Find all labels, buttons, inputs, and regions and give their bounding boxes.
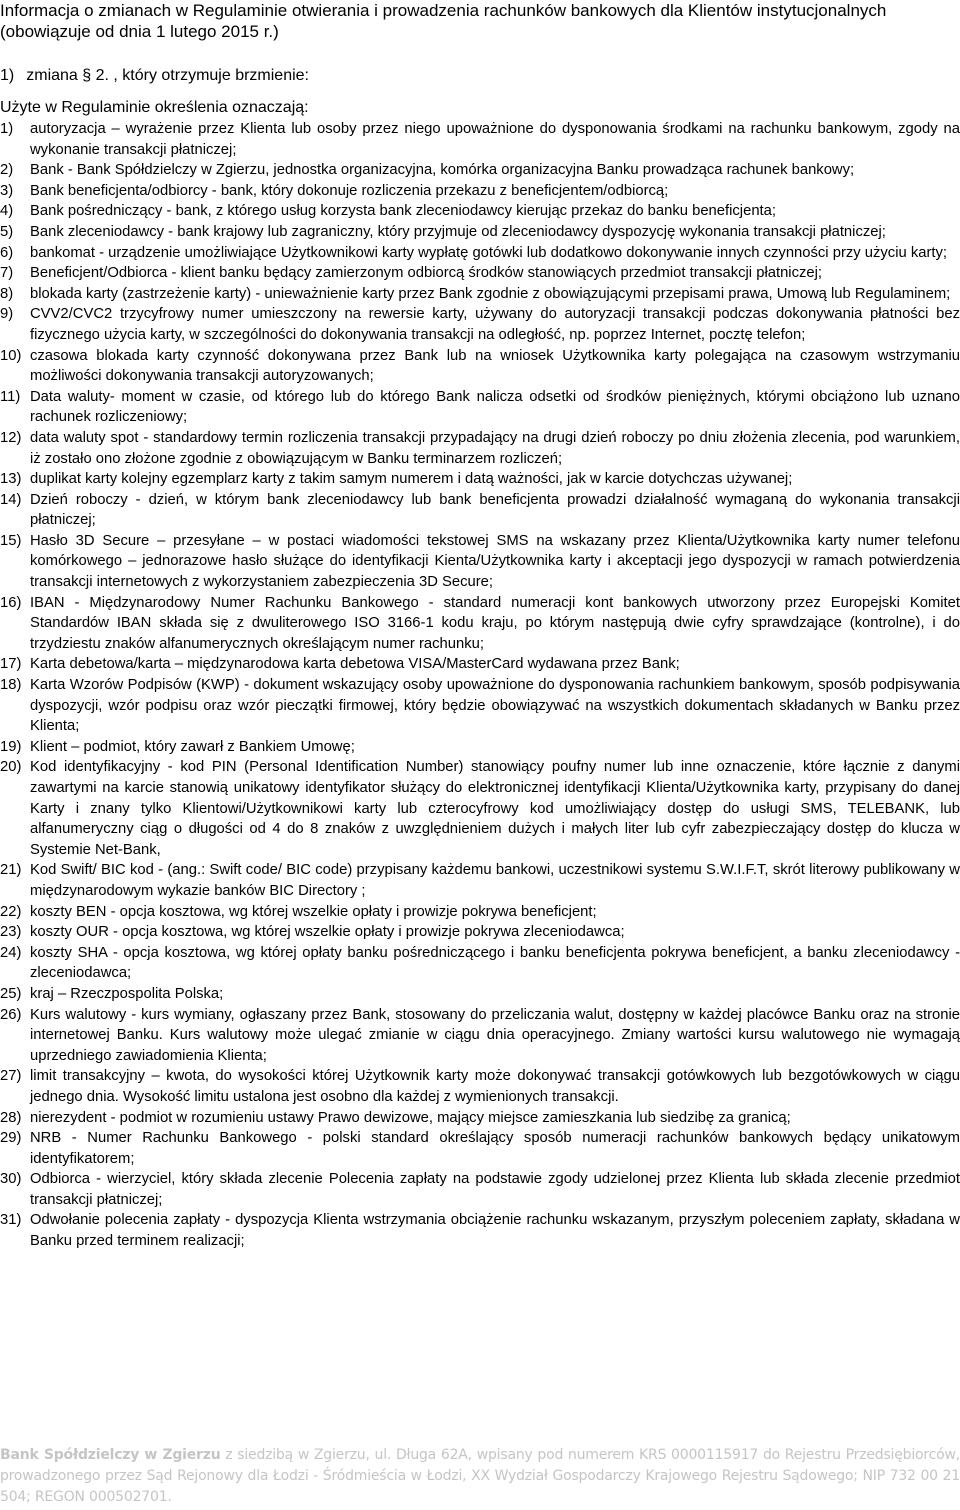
definition-text: Hasło 3D Secure – przesyłane – w postaci wiadomości tekstowej SMS na wskazany przez Klienta/Użytkownika karty numer telefonu komórkowego – jednorazowe hasło służące do identyfikacji Kienta/Użytkownika karty i akceptacji jego dyspozycji w ramach potwierdzenia transakcji internetowych z wykorzystaniem zabezpieczenia 3D Secure;: [30, 532, 960, 591]
definition-text: CVV2/CVC2 trzycyfrowy numer umieszczony na rewersie karty, używany do autoryzacji transakcji podczas dokonywania płatności bez fizycznego użycia karty, w szczególności do dokonywania transakcji na odległość, np. poprzez Internet, pocztę telefon;: [30, 306, 960, 343]
definition-item: [0, 243, 960, 264]
definition-number: 11): [0, 388, 21, 405]
definition-text: koszty SHA - opcja kosztowa, wg której opłaty banku pośredniczącego i banku beneficjenta pokrywa beneficjent, a banku zleceniodawcy - zleceniodawca;: [30, 944, 960, 982]
definition-number: 20): [0, 759, 22, 776]
definitions-intro: Użyte w Regulaminie określenia oznaczają:: [0, 99, 309, 116]
definition-item: [0, 346, 960, 387]
definition-item: [0, 469, 960, 490]
definition-number: 5): [0, 223, 14, 240]
definition-item: [0, 304, 960, 345]
definition-item: [0, 181, 960, 202]
definition-text: koszty OUR - opcja kosztowa, wg której wszelkie opłaty i prowizje pokrywa zleceniodawca;: [30, 924, 625, 941]
definition-text: bankomat - urządzenie umożliwiające Użytkownikowi karty wypłatę gotówki lub dodatkowo dokonywanie innych czynności przy użyciu karty;: [30, 244, 948, 261]
definition-item: [0, 757, 960, 860]
definition-item: [0, 902, 960, 923]
definition-text: czasowa blokada karty czynność dokonywana przez Bank lub na wniosek Użytkownika karty polegająca na czasowym wstrzymaniu możliwości dokonywania transakcji autoryzowanych;: [30, 347, 960, 385]
document-title: Informacja o zmianach w Regulaminie otwierania i prowadzenia rachunków bankowych dla Klientów instytucjonalnych (obowiązuje od dnia 1 lutego 2015 r.): [0, 1, 887, 41]
definition-number: 10): [0, 347, 22, 364]
definition-text: Klient – podmiot, który zawarł z Bankiem Umowę;: [30, 738, 355, 755]
definition-text: Bank beneficjenta/odbiorcy - bank, który dokonuje rozliczenia przekazu z beneficjentem/odbiorcą;: [30, 182, 669, 199]
definition-number: 15): [0, 532, 22, 549]
definition-number: 30): [0, 1171, 22, 1188]
definition-text: limit transakcyjny – kwota, do wysokości której Użytkownik karty może dokonywać transakcji gotówkowych lub bezgotówkowych w ciągu jednego dnia. Wysokość limitu ustalona jest osobno dla każdej z wymienionych transakcji.: [30, 1068, 960, 1105]
definition-item: [0, 490, 960, 531]
definition-number: 19): [0, 738, 22, 755]
definition-number: 26): [0, 1006, 22, 1023]
definition-number: 17): [0, 656, 22, 673]
definition-number: 14): [0, 491, 22, 508]
definition-text: Bank - Bank Spółdzielczy w Zgierzu, jednostka organizacyjna, komórka organizacyjna Banku prowadząca rachunek bankowy;: [30, 162, 855, 179]
definition-item: [0, 263, 960, 284]
definition-number: 29): [0, 1130, 22, 1147]
definition-text: blokada karty (zastrzeżenie karty) - unieważnienie karty przez Bank zgodnie z obowiązującymi przepisami prawa, Umową lub Regulaminem;: [30, 285, 951, 302]
definition-item: [0, 1210, 960, 1251]
definition-number: 23): [0, 924, 22, 941]
definition-item: [0, 654, 960, 675]
definition-item: [0, 387, 960, 428]
definition-item: [0, 1005, 960, 1067]
definition-item: [0, 860, 960, 901]
definition-text: Beneficjent/Odbiorca - klient banku będący zamierzonym odbiorcą środków stanowiących przedmiot transakcji płatniczej;: [30, 265, 823, 282]
change-text: zmiana § 2. , który otrzymuje brzmienie:: [26, 67, 309, 84]
definition-number: 21): [0, 862, 22, 879]
definition-item: [0, 1169, 960, 1210]
definition-number: 6): [0, 244, 14, 261]
definition-text: NRB - Numer Rachunku Bankowego - polski standard określający sposób numeracji rachunków bankowych będący unikatowym identyfikatorem;: [30, 1130, 960, 1167]
definition-number: 3): [0, 182, 14, 199]
definition-number: 24): [0, 944, 22, 961]
definition-item: [0, 201, 960, 222]
definition-item: [0, 943, 960, 984]
definition-text: Karta Wzorów Podpisów (KWP) - dokument wskazujący osoby upoważnione do dysponowania rachunkiem bankowym, sposób podpisywania dyspozycji, wzór podpisu oraz wzór pieczątki firmowej, który będzie obowiązywać na wszystkich dokumentach składanych w Banku przez Klienta;: [30, 677, 960, 735]
definition-number: 16): [0, 594, 22, 611]
definition-item: [0, 1066, 960, 1107]
definition-number: 12): [0, 429, 22, 446]
definition-text: Dzień roboczy - dzień, w którym bank zleceniodawcy lub bank beneficjenta prowadzi działalność wymaganą do wykonania transakcji płatniczej;: [30, 491, 960, 529]
definition-number: 1): [0, 121, 14, 137]
change-heading: [0, 66, 309, 86]
definition-text: data waluty spot - standardowy termin rozliczenia transakcji przypadający na drugi dzień roboczy po dniu złożenia zlecenia, pod warunkiem, iż zostało ono złożone zgodnie z obowiązującym w Banku terminarzem rozliczeń;: [30, 429, 960, 467]
definition-number: 7): [0, 265, 14, 282]
definition-text: koszty BEN - opcja kosztowa, wg której wszelkie opłaty i prowizje pokrywa beneficjent;: [30, 903, 597, 920]
definition-item: [0, 160, 960, 181]
change-number: 1): [0, 67, 15, 84]
definition-text: Data waluty- moment w czasie, od którego lub do którego Bank nalicza odsetki od środków pieniężnych, którymi obciążono lub uznano rachunek rozliczeniowy;: [30, 388, 960, 426]
definition-item: [0, 984, 960, 1005]
definition-text: Kurs walutowy - kurs wymiany, ogłaszany przez Bank, stosowany do przeliczania walut, dostępny w każdej placówce Banku oraz na stronie internetowej Banku. Kurs walutowy może ulegać zmianie w ciągu dnia operacyjnego. Zmiany wartości kursu walutowego nie wymagają uprzedniego zawiadomienia Klienta;: [30, 1006, 960, 1064]
definition-item: [0, 119, 960, 160]
definition-number: 18): [0, 677, 22, 694]
footer-bank-name: Bank Spółdzielczy w Zgierzu: [0, 1447, 221, 1463]
definition-text: Odwołanie polecenia zapłaty - dyspozycja Klienta wstrzymania obciążenie rachunku wskazanym, przyszłym poleceniem zapłaty, składana w Banku przed terminem realizacji;: [30, 1212, 960, 1250]
definition-number: 8): [0, 285, 14, 302]
definition-item: [0, 1128, 960, 1169]
definition-item: [0, 428, 960, 469]
definition-text: Bank zleceniodawcy - bank krajowy lub zagraniczny, który przyjmuje od zleceniodawcy dyspozycję wykonania transakcji płatniczej;: [30, 223, 886, 240]
definition-text: duplikat karty kolejny egzemplarz karty z takim samym numerem i datą ważności, jak w karcie dotychczas używanej;: [30, 471, 793, 488]
definition-text: Karta debetowa/karta – międzynarodowa karta debetowa VISA/MasterCard wydawana przez Bank;: [30, 656, 680, 673]
definition-number: 28): [0, 1109, 22, 1126]
definition-number: 13): [0, 471, 22, 488]
definition-number: 27): [0, 1068, 22, 1085]
definition-item: [0, 922, 960, 943]
definition-item: [0, 531, 960, 593]
definition-text: Bank pośredniczący - bank, z którego usług korzysta bank zleceniodawcy kierując przekaz do banku beneficjenta;: [30, 203, 777, 220]
definition-number: 25): [0, 985, 22, 1002]
definition-text: Kod identyfikacyjny - kod PIN (Personal Identification Number) stanowiący poufny numer lub inne oznaczenie, które łącznie z danymi zawartymi na karcie stanowią unikatowy identyfikator służący do elektronicznej identyfikacji Klienta/Użytkownika karty, przypisany do danej Karty i znany tylko Klientowi/Użytkownikowi karty lub czterocyfrowy kod umożliwiający dostęp do usługi SMS, TELEBANK, lub alfanumeryczny ciąg o długości od 4 do 8 znaków z uwzględnieniem dużych i małych liter lub cyfr zabezpieczający dostęp do klucza w Systemie Net-Bank,: [30, 759, 960, 858]
definition-item: [0, 1108, 960, 1129]
definition-text: kraj – Rzeczpospolita Polska;: [30, 985, 224, 1002]
footer-text: z siedzibą w Zgierzu, ul. Długa 62A, wpisany pod numerem KRS 0000115917 do Rejestru Przedsiębiorców, prowadzonego przez Sąd Rejonowy dla Łodzi - Śródmieścia w Łodzi, XX Wydział Gospodarczy Krajowego Rejestru Sądowego; NIP 732 00 21 504; REGON 000502701.: [0, 1447, 960, 1505]
definition-number: 4): [0, 203, 14, 220]
definition-item: [0, 737, 960, 758]
definition-text: nierezydent - podmiot w rozumieniu ustawy Prawo dewizowe, mający miejsce zamieszkania lub siedzibę za granicą;: [30, 1109, 791, 1126]
footer-legal-notice: [0, 1445, 960, 1508]
definition-number: 2): [0, 162, 14, 179]
definition-item: [0, 222, 960, 243]
definition-item: [0, 675, 960, 737]
definition-text: autoryzacja – wyrażenie przez Klienta lub osoby przez niego upoważnione do dysponowania środkami na rachunku bankowym, zgody na wykonanie transakcji płatniczej;: [30, 121, 960, 158]
definition-number: 31): [0, 1212, 22, 1229]
definition-number: 9): [0, 306, 14, 323]
definition-item: [0, 284, 960, 305]
definitions-list: [0, 119, 960, 1252]
definition-text: Kod Swift/ BIC kod - (ang.: Swift code/ BIC code) przypisany każdemu bankowi, uczestnikowi systemu S.W.I.F.T, skrót literowy publikowany w międzynarodowym wykazie banków BIC Directory ;: [30, 862, 960, 899]
definition-item: [0, 593, 960, 655]
definition-text: IBAN - Międzynarodowy Numer Rachunku Bankowego - standard numeracji kont bankowych utworzony przez Europejski Komitet Standardów IBAN składa się z dwuliterowego ISO 3166-1 kodu kraju, po którym następują dwie cyfry sprawdzające (kontrolne), i do trzydziestu znaków alfanumerycznych określającym numer rachunku;: [30, 594, 960, 652]
definition-number: 22): [0, 903, 22, 920]
definition-text: Odbiorca - wierzyciel, który składa zlecenie Polecenia zapłaty na podstawie zgody udzielonej przez Klienta lub składa zlecenie przedmiot transakcji płatniczej;: [30, 1171, 960, 1208]
